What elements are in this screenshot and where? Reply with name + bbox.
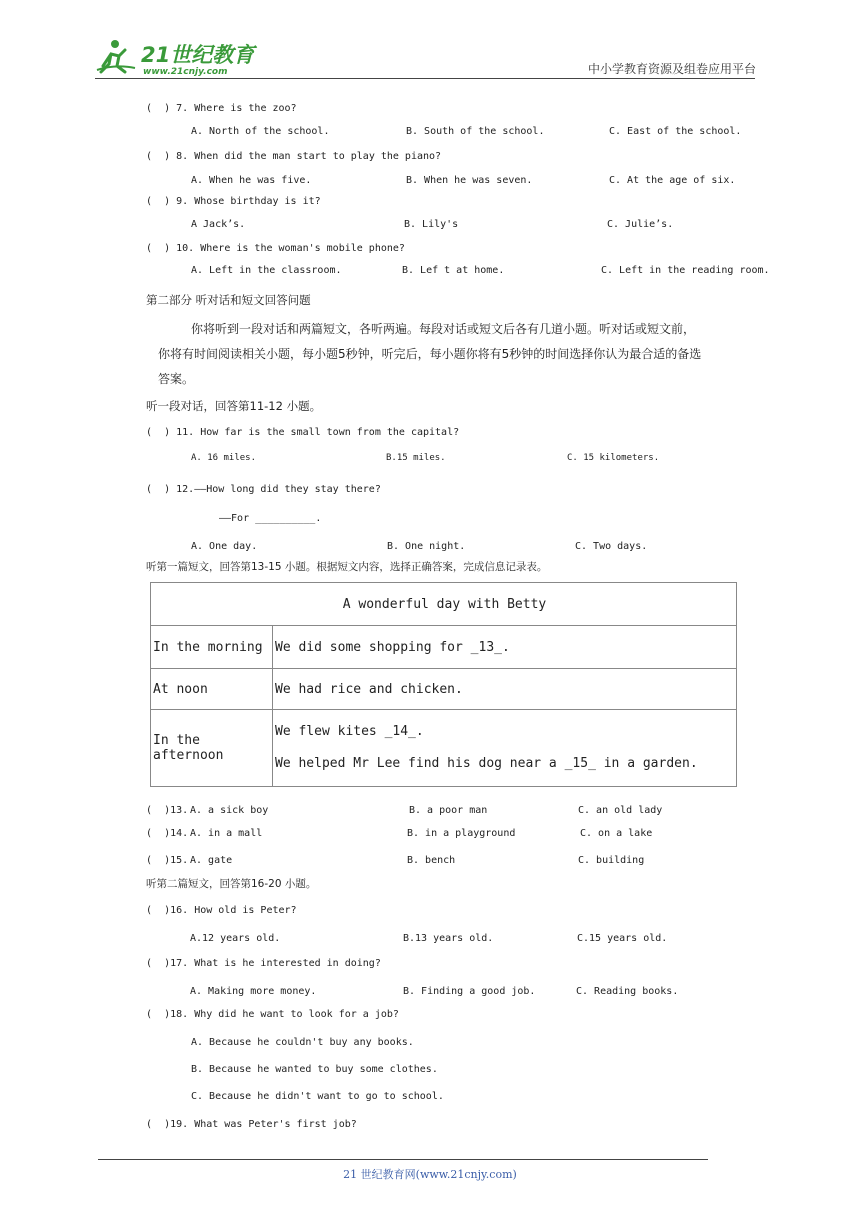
- question-13: ( )13.: [146, 805, 189, 816]
- q15-option-b: B. bench: [407, 855, 456, 866]
- q13-option-c: C. an old lady: [578, 805, 663, 816]
- q11-option-c: C. 15 kilometers.: [567, 453, 660, 463]
- q9-option-a: A Jack’s.: [191, 219, 246, 230]
- instructions-line-1: 你将听到一段对话和两篇短文，各听两遍。每段对话或短文后各有几道小题。听对话或短文前，: [191, 322, 696, 336]
- runner-icon: [97, 40, 135, 72]
- row-label: At noon: [151, 669, 273, 710]
- q18-option-a: A. Because he couldn't buy any books.: [191, 1037, 414, 1048]
- q17-option-a: A. Making more money.: [190, 986, 317, 997]
- q11-option-a: A. 16 miles.: [191, 453, 257, 463]
- question-9: ( ) 9. Whose birthday is it?: [146, 196, 321, 207]
- q14-option-a: A. in a mall: [190, 828, 263, 839]
- info-record-table: [150, 582, 737, 787]
- table-row: [151, 626, 737, 669]
- q11-option-b: B.15 miles.: [386, 453, 446, 463]
- logo-url: www.21cnjy.com: [143, 67, 228, 77]
- logo-text: 21世纪教育: [141, 43, 255, 67]
- q15-option-a: A. gate: [190, 855, 233, 866]
- q12-answer-line: ——For __________.: [219, 513, 322, 524]
- question-16: ( )16. How old is Peter?: [146, 905, 297, 916]
- question-12: ( ) 12.——How long did they stay there?: [146, 484, 381, 495]
- q10-option-c: C. Left in the reading room.: [601, 265, 770, 276]
- q15-option-c: C. building: [578, 855, 645, 866]
- q9-option-b: B. Lily's: [404, 219, 459, 230]
- table-title: A wonderful day with Betty: [151, 583, 737, 626]
- row-content: We did some shopping for _13_.: [273, 626, 737, 669]
- q12-option-a: A. One day.: [191, 541, 258, 552]
- q8-option-b: B. When he was seven.: [406, 175, 533, 186]
- question-14: ( )14.: [146, 828, 189, 839]
- q13-option-a: A. a sick boy: [190, 805, 269, 816]
- row-content: We had rice and chicken.: [273, 669, 737, 710]
- table-row: [151, 669, 737, 710]
- question-15: ( )15.: [146, 855, 189, 866]
- platform-title: 中小学教育资源及组卷应用平台: [587, 62, 756, 76]
- q8-option-c: C. At the age of six.: [609, 175, 736, 186]
- q10-option-a: A. Left in the classroom.: [191, 265, 342, 276]
- row-label: In the afternoon: [151, 710, 273, 787]
- table-row: [151, 710, 737, 787]
- q16-option-c: C.15 years old.: [577, 933, 668, 944]
- q18-option-b: B. Because he wanted to buy some clothes.: [191, 1064, 438, 1075]
- row-content: We flew kites _14_. We helped Mr Lee find his dog near a _15_ in a garden.: [273, 710, 737, 787]
- passage1-heading: 听第一篇短文，回答第13-15 小题。根据短文内容，选择正确答案，完成信息记录表。: [146, 561, 548, 573]
- question-11: ( ) 11. How far is the small town from the capital?: [146, 427, 460, 438]
- q8-option-a: A. When he was five.: [191, 175, 312, 186]
- question-18: ( )18. Why did he want to look for a job?: [146, 1009, 399, 1020]
- row-label: In the morning: [151, 626, 273, 669]
- q17-option-c: C. Reading books.: [576, 986, 679, 997]
- q13-option-b: B. a poor man: [409, 805, 488, 816]
- question-7: ( ) 7. Where is the zoo?: [146, 103, 297, 114]
- part2-heading: 第二部分 听对话和短文回答问题: [146, 293, 311, 307]
- question-17: ( )17. What is he interested in doing?: [146, 958, 381, 969]
- footer-divider: [98, 1159, 708, 1160]
- question-10: ( ) 10. Where is the woman's mobile phone?: [146, 243, 405, 254]
- site-logo: [95, 36, 265, 78]
- q7-option-b: B. South of the school.: [406, 126, 545, 137]
- question-8: ( ) 8. When did the man start to play the piano?: [146, 151, 442, 162]
- question-19: ( )19. What was Peter's first job?: [146, 1119, 357, 1130]
- header-divider: [95, 78, 755, 79]
- instructions-line-2: 你将有时间阅读相关小题，每小题5秒钟，听完后，每小题你将有5秒钟的时间选择你认为最合适的备选: [158, 347, 702, 361]
- footer-link[interactable]: 21 世纪教育网(www.21cnjy.com): [343, 1168, 517, 1181]
- q16-option-b: B.13 years old.: [403, 933, 494, 944]
- q16-option-a: A.12 years old.: [190, 933, 281, 944]
- q7-option-c: C. East of the school.: [609, 126, 742, 137]
- q9-option-c: C. Julie’s.: [607, 219, 674, 230]
- q17-option-b: B. Finding a good job.: [403, 986, 536, 997]
- q18-option-c: C. Because he didn't want to go to school.: [191, 1091, 444, 1102]
- passage2-heading: 听第二篇短文，回答第16-20 小题。: [146, 878, 317, 890]
- q10-option-b: B. Lef t at home.: [402, 265, 505, 276]
- q12-option-b: B. One night.: [387, 541, 466, 552]
- q14-option-c: C. on a lake: [580, 828, 653, 839]
- q12-option-c: C. Two days.: [575, 541, 648, 552]
- q14-option-b: B. in a playground: [407, 828, 516, 839]
- instructions-line-3: 答案。: [158, 372, 195, 386]
- q7-option-a: A. North of the school.: [191, 126, 330, 137]
- dialog-heading: 听一段对话，回答第11-12 小题。: [146, 399, 322, 413]
